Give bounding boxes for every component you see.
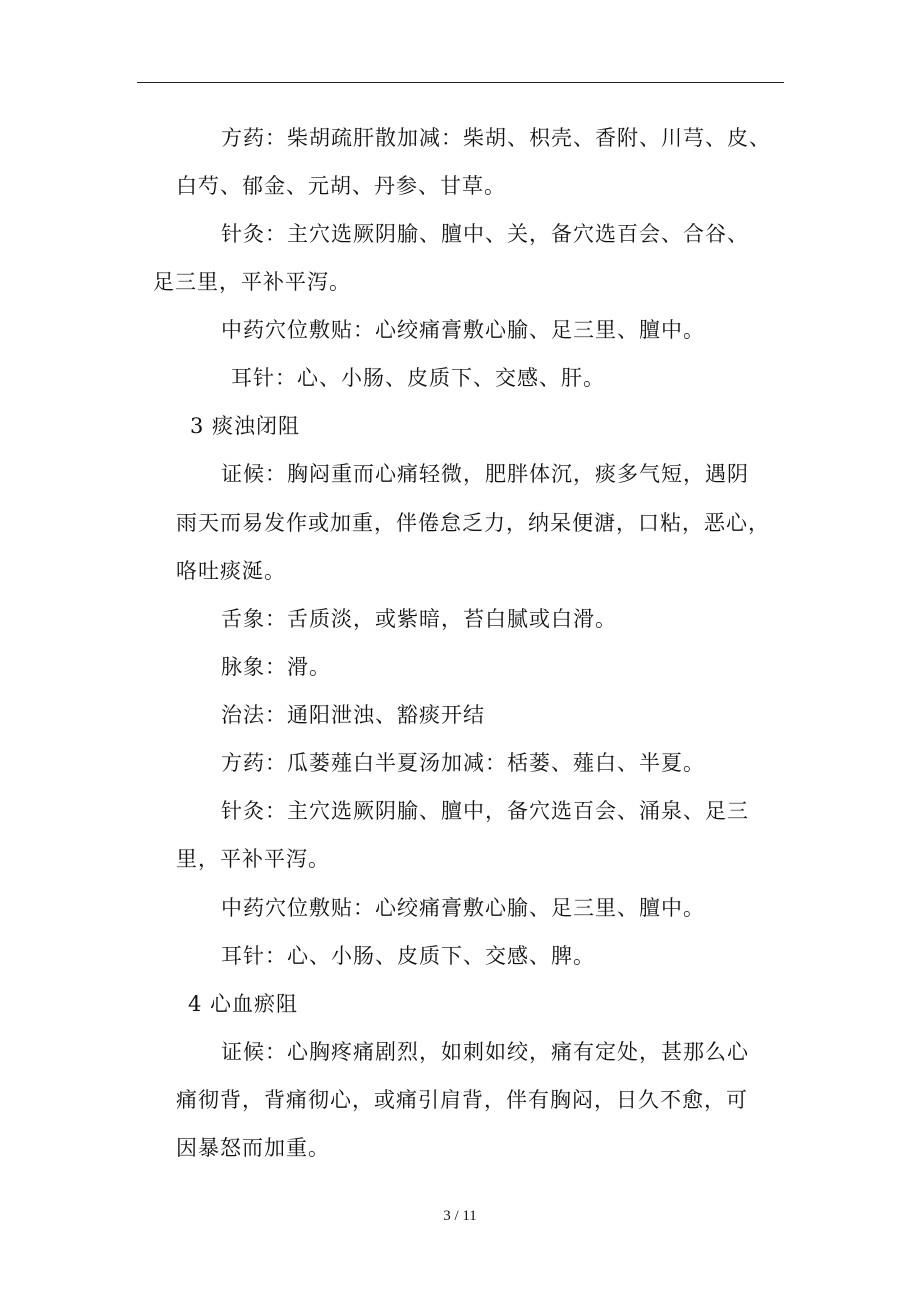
text-line: 白芍、郁金、元胡、丹参、甘草。 [176, 174, 506, 198]
text-line: 中药穴位敷贴：心绞痛膏敷心腧、足三里、膻中。 [221, 318, 705, 342]
text-line: 耳针：心、小肠、皮质下、交感、肝。 [231, 366, 605, 390]
text-line: 证候：心胸疼痛剧烈，如刺如绞，痛有定处，甚那么心 [221, 1040, 749, 1064]
section-heading: 4 心血瘀阻 [188, 992, 299, 1016]
text-line: 痛彻背，背痛彻心，或痛引肩背，伴有胸闷，日久不愈，可 [176, 1088, 748, 1112]
text-line: 足三里，平补平泻。 [153, 270, 351, 294]
header-rule [137, 82, 784, 83]
text-line: 方药：柴胡疏肝散加减：柴胡、枳壳、香附、川芎、皮、 [221, 126, 771, 150]
text-line: 治法：通阳泄浊、豁痰开结 [221, 703, 485, 727]
text-line: 咯吐痰涎。 [176, 559, 286, 583]
text-line: 因暴怒而加重。 [176, 1136, 330, 1160]
text-line: 针灸：主穴选厥阴腧、膻中，备穴选百会、涌泉、足三 [221, 799, 749, 823]
text-line: 舌象：舌质淡，或紫暗，苔白腻或白滑。 [221, 607, 617, 631]
text-line: 中药穴位敷贴：心绞痛膏敷心腧、足三里、膻中。 [221, 896, 705, 920]
text-line: 脉象：滑。 [221, 655, 331, 679]
text-line: 证候：胸闷重而心痛轻微，肥胖体沉，痰多气短，遇阴 [221, 462, 749, 486]
page-number: 3 / 11 [443, 1208, 477, 1224]
text-line: 针灸：主穴选厥阴腧、膻中、关，备穴选百会、合谷、 [221, 222, 749, 246]
section-heading: 3 痰浊闭阻 [190, 414, 301, 438]
text-line: 雨天而易发作或加重，伴倦怠乏力，纳呆便溏，口粘，恶心， [176, 511, 770, 535]
text-line: 耳针：心、小肠、皮质下、交感、脾。 [221, 944, 595, 968]
text-line: 里，平补平泻。 [176, 847, 330, 871]
text-line: 方药：瓜蒌薤白半夏汤加减：栝蒌、薤白、半夏。 [221, 751, 705, 775]
